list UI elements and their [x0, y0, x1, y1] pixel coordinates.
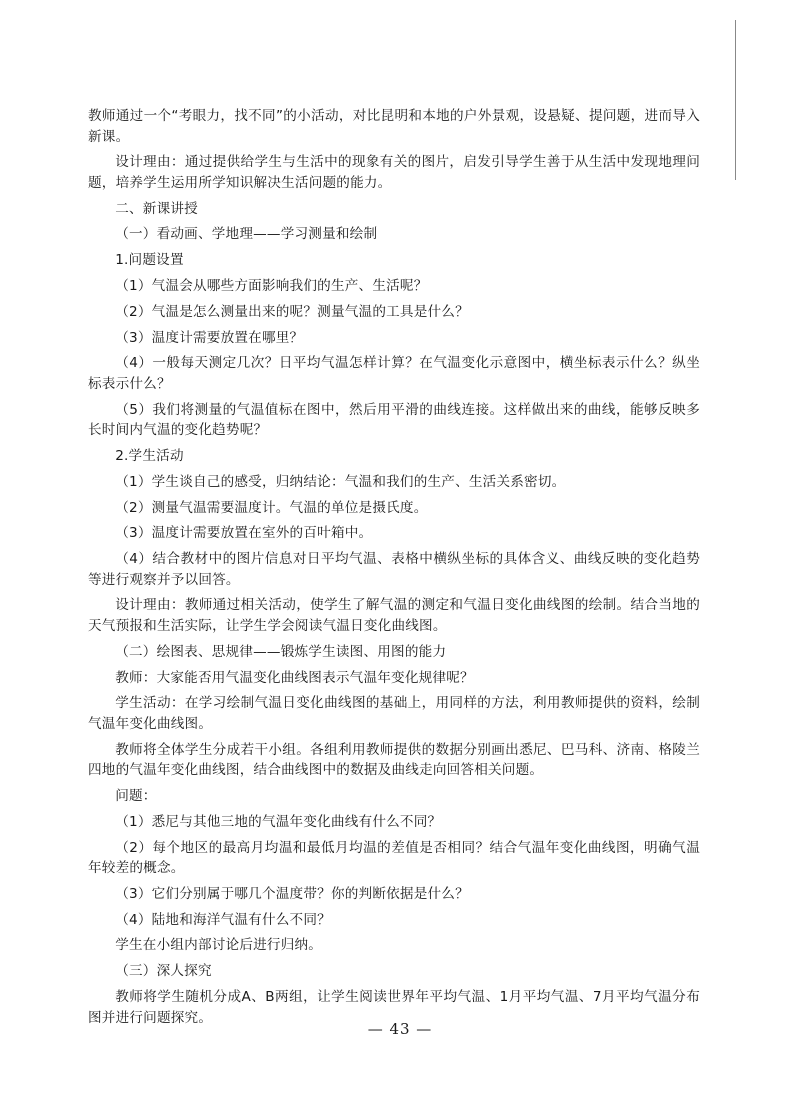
margin-line [735, 20, 736, 180]
list-item: （4）结合教材中的图片信息对日平均气温、表格中横纵坐标的具体含义、曲线反映的变化趋势等进行观察并予以回答。 [88, 551, 700, 588]
list-item: （3）它们分别属于哪几个温度带？你的判断依据是什么？ [115, 885, 469, 902]
paragraph: 问题： [115, 787, 157, 804]
page-number: — 43 — [367, 1020, 433, 1038]
paragraph: 教师将学生随机分成A、B两组，让学生阅读世界年平均气温、1月平均气温、7月平均气温分布图并进行问题探究。 [88, 989, 700, 1026]
list-item: （1）气温会从哪些方面影响我们的生产、生活呢？ [115, 277, 428, 294]
list-item: （4）一般每天测定几次？日平均气温怎样计算？在气温变化示意图中，横坐标表示什么？纵坐标表示什么？ [88, 355, 700, 392]
item-heading: 1.问题设置 [115, 252, 184, 269]
subsection-heading: （三）深人探究 [115, 963, 212, 980]
list-item: （5）我们将测量的气温值标在图中，然后用平滑的曲线连接。这样做出来的曲线，能够反映多长时间内气温的变化趋势呢？ [88, 401, 700, 439]
list-item: （4）陆地和海洋气温有什么不同？ [115, 911, 331, 928]
subsection-heading: （二）绘图表、思规律——锻炼学生读图、用图的能力 [115, 643, 447, 660]
list-item: （1）学生谈自己的感受，归纳结论：气温和我们的生产、生活关系密切。 [115, 473, 566, 490]
paragraph: 学生在小组内部讨论后进行归纳。 [115, 937, 323, 954]
list-item: （2）气温是怎么测量出来的呢？测量气温的工具是什么？ [115, 303, 469, 320]
section-heading: 二、新课讲授 [115, 200, 198, 217]
list-item: （3）温度计需要放置在哪里？ [115, 329, 304, 346]
paragraph: 教师：大家能否用气温变化曲线图表示气温年变化规律呢？ [115, 669, 474, 686]
list-item: （2）每个地区的最高月均温和最低月均温的差值是否相同？结合气温年变化曲线图，明确气温年较差的概念。 [88, 839, 700, 877]
paragraph: 学生活动：在学习绘制气温日变化曲线图的基础上，用同样的方法，利用教师提供的资料，绘制气温年变化曲线图。 [88, 695, 700, 732]
document-body [88, 106, 700, 1033]
list-item: （2）测量气温需要温度计。气温的单位是摄氏度。 [115, 499, 428, 516]
list-item: （3）温度计需要放置在室外的百叶箱中。 [115, 525, 373, 542]
list-item: （1）悉尼与其他三地的气温年变化曲线有什么不同？ [115, 813, 442, 830]
item-heading: 2.学生活动 [115, 447, 184, 464]
paragraph: 教师将全体学生分成若干小组。各组利用教师提供的数据分别画出悉尼、巴马科、济南、格陵兰四地的气温年变化曲线图，结合曲线图中的数据及曲线走向回答相关问题。 [88, 741, 700, 779]
paragraph: 设计理由：教师通过相关活动，使学生了解气温的测定和气温日变化曲线图的绘制。结合当地的天气预报和生活实际，让学生学会阅读气温日变化曲线图。 [88, 597, 700, 634]
paragraph: 设计理由：通过提供给学生与生活中的现象有关的图片，启发引导学生善于从生活中发现地理问题，培养学生运用所学知识解决生活问题的能力。 [88, 154, 700, 191]
subsection-heading: （一）看动画、学地理——学习测量和绘制 [115, 226, 378, 243]
paragraph: 教师通过一个“考眼力，找不同”的小活动，对比昆明和本地的户外景观，设悬疑、提问题，进而导入新课。 [88, 108, 700, 145]
